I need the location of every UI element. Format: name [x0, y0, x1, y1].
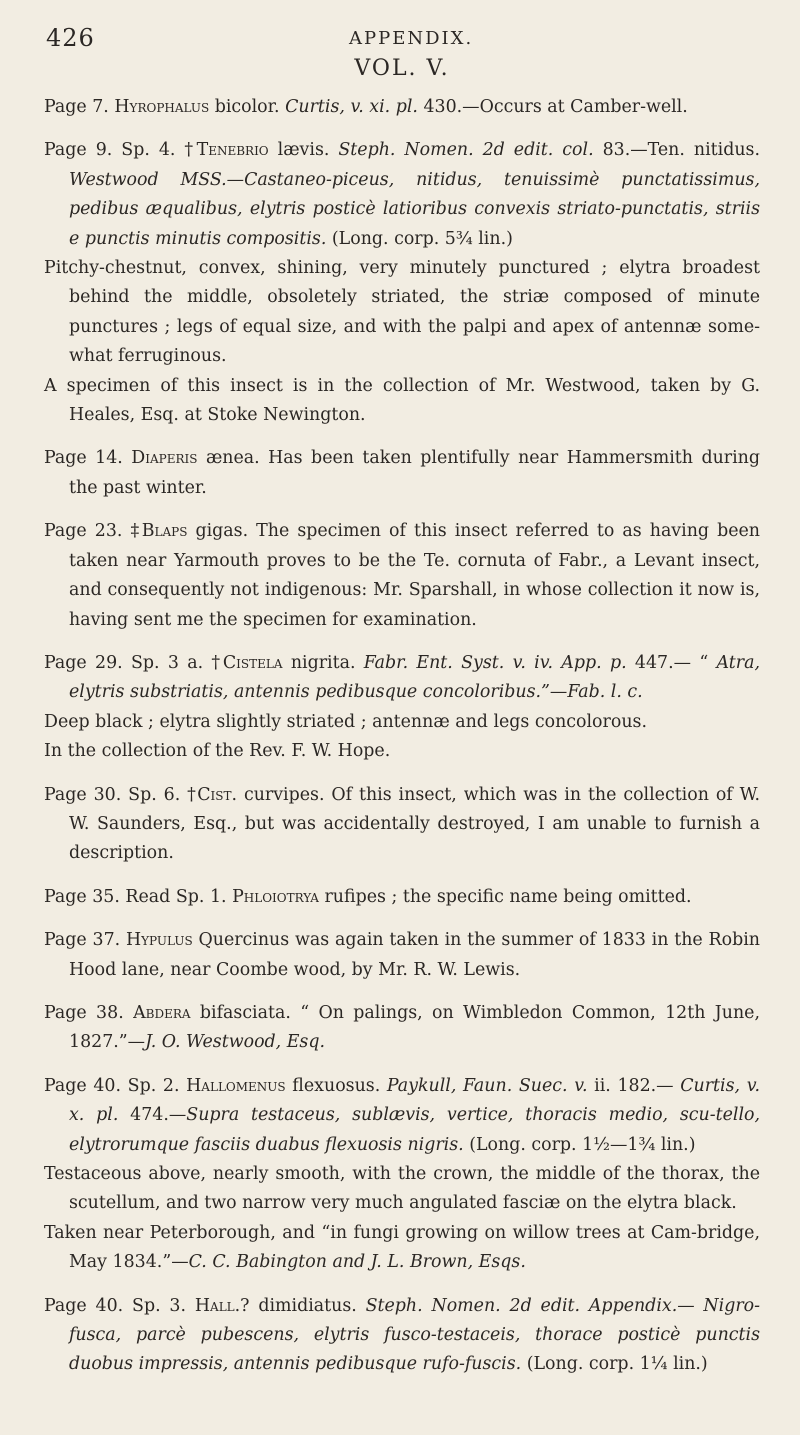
italic-citation: Fabr. Ent. Syst. v. iv. App. p.: [363, 652, 627, 673]
text-run: Page 35. Read Sp. 1.: [44, 886, 233, 907]
entry-p14: [44, 444, 760, 503]
genus-name: Diaperis: [131, 448, 198, 469]
text-run: rufipes ; the specific name being omitted.: [318, 886, 692, 907]
entry-p9-a: [44, 136, 760, 254]
entry-p7: [44, 93, 760, 122]
text-run: Page 40. Sp. 3.: [44, 1295, 195, 1316]
entry-p40-d: [44, 1292, 760, 1380]
volume-heading: VOL. V.: [354, 56, 450, 81]
genus-name: Cistela: [222, 652, 283, 673]
text-run: 474.—: [118, 1105, 187, 1126]
text-run: bifasciata. “ On palings, on Wimbledon Common, 12th June, 1827.”—: [69, 1002, 760, 1053]
text-run: nigrita.: [282, 652, 364, 673]
italic-citation: C. C. Babington and J. L. Brown, Esqs.: [188, 1252, 526, 1273]
text-run: Page 30. Sp. 6. †: [44, 784, 198, 805]
text-run: . curvipes. Of this insect, which was in the collection of W. W. Saunders, Esq., but was accidentally destroyed, I am unable to furnish a description.: [69, 784, 760, 864]
entry-p30: [44, 781, 760, 869]
text-run: (Long. corp. 5¾ lin.): [326, 228, 513, 249]
text-run: 430.—Occurs at Camber-well.: [417, 97, 688, 117]
text-run: Page 14.: [44, 448, 132, 469]
entry-p35: [44, 883, 760, 912]
genus-name: Hyrophalus: [114, 97, 210, 117]
text-run: In the collection of the Rev. F. W. Hope.: [44, 741, 391, 762]
entry-p38: [44, 999, 760, 1058]
text-run: Page 38.: [44, 1002, 134, 1023]
text-run: flexuosus.: [285, 1075, 387, 1096]
appendix-entries: [44, 93, 760, 1380]
genus-name: Cist: [197, 784, 232, 805]
text-run: gigas. The specimen of this insect referred to as having been taken near Yarmouth proves to be the Te. cornuta of Fabr., a Levant insect, and consequently not indigenous: Mr. Sparshall, in whose collection it now is, having sent me the specimen for examination.: [69, 521, 760, 630]
entry-p40-b: [44, 1160, 760, 1219]
text-run: Testaceous above, nearly smooth, with the crown, the middle of the thorax, the scutellum, and two narrow very much angulated fasciæ on the elytra black.: [44, 1164, 760, 1214]
italic-citation: Atra, elytris substriatis, antennis pedibusque concoloribus.”—Fab. l. c.: [69, 652, 760, 703]
italic-citation: Westwood MSS.—Castaneo-piceus, nitidus, tenuissimè punctatissimus, pedibus æqualibus, elytris posticè latioribus convexis striato-punctatis, striis e punctis minutis compositis.: [69, 169, 760, 249]
entry-p40-a: [44, 1072, 760, 1160]
italic-citation: Curtis, v. x. pl.: [69, 1075, 760, 1126]
entry-p37: [44, 926, 760, 985]
text-run: A specimen of this insect is in the collection of Mr. Westwood, taken by G. Heales, Esq. at Stoke Newington.: [44, 375, 760, 426]
genus-name: Hall: [194, 1295, 235, 1316]
text-run: (Long. corp. 1¼ lin.): [521, 1354, 708, 1375]
text-run: Page 7.: [44, 97, 115, 117]
text-run: 447.— “: [626, 652, 717, 673]
running-head: [44, 22, 760, 56]
italic-citation: J. O. Westwood, Esq.: [145, 1032, 326, 1053]
entry-p29-a: [44, 649, 760, 708]
genus-name: Tenebrio: [196, 140, 269, 161]
genus-name: Abdera: [133, 1002, 191, 1023]
text-run: bicolor.: [209, 97, 286, 117]
entry-p40-c: [44, 1219, 760, 1278]
entry-p9-c: [44, 372, 760, 431]
text-run: Taken near Peterborough, and “in fungi growing on willow trees at Cam-bridge, May 1834.”—: [44, 1222, 760, 1273]
entry-p9-b: [44, 254, 760, 372]
genus-name: Hallomenus: [186, 1075, 286, 1096]
entry-p23: [44, 517, 760, 635]
italic-citation: Steph. Nomen. 2d edit. col.: [338, 140, 594, 161]
text-run: Page 9. Sp. 4. †: [44, 140, 197, 161]
text-run: .? dimidiatus.: [234, 1295, 366, 1316]
text-run: Page 23. ‡: [44, 521, 142, 542]
text-run: Page 29. Sp. 3 a. †: [44, 652, 223, 673]
text-run: (Long. corp. 1½—1¾ lin.): [463, 1134, 696, 1155]
entry-p29-b: [44, 708, 760, 737]
page-number: 426: [46, 24, 95, 52]
genus-name: Hypulus: [125, 930, 193, 951]
text-run: 83.—Ten. nitidus.: [593, 140, 761, 161]
italic-citation: Steph. Nomen. 2d edit. Appendix.— Nigro-fusca, parcè pubescens, elytris fusco-testaceis, thorace posticè punctis duobus impressis, antennis pedibusque rufo-fuscis.: [69, 1295, 761, 1375]
text-run: Pitchy-chestnut, convex, shining, very minutely punctured ; elytra broadest behind the middle, obsoletely striated, the striæ composed of minute punctures ; legs of equal size, and with the palpi and apex of antennæ some-what ferruginous.: [44, 258, 760, 367]
italic-citation: Supra testaceus, sublævis, vertice, thoracis medio, scu-tello, elytrorumque fasciis duabus flexuosis nigris.: [69, 1105, 761, 1155]
entry-p29-c: [44, 737, 760, 766]
italic-citation: Curtis, v. xi. pl.: [285, 97, 418, 117]
text-run: Deep black ; elytra slightly striated ; antennæ and legs concolorous.: [44, 711, 647, 732]
text-run: Quercinus was again taken in the summer of 1833 in the Robin Hood lane, near Coombe wood, by Mr. R. W. Lewis.: [69, 930, 760, 980]
text-run: Page 37.: [44, 930, 126, 951]
text-run: Page 40. Sp. 2.: [44, 1075, 187, 1096]
genus-name: Blaps: [141, 521, 188, 542]
italic-citation: Paykull, Faun. Suec. v.: [386, 1075, 588, 1096]
text-run: lævis.: [268, 140, 339, 161]
genus-name: Phloiotrya: [232, 886, 319, 907]
running-title: APPENDIX.: [349, 28, 474, 49]
text-run: ænea. Has been taken plentifully near Hammersmith during the past winter.: [69, 448, 760, 498]
text-run: ii. 182.—: [587, 1075, 681, 1096]
